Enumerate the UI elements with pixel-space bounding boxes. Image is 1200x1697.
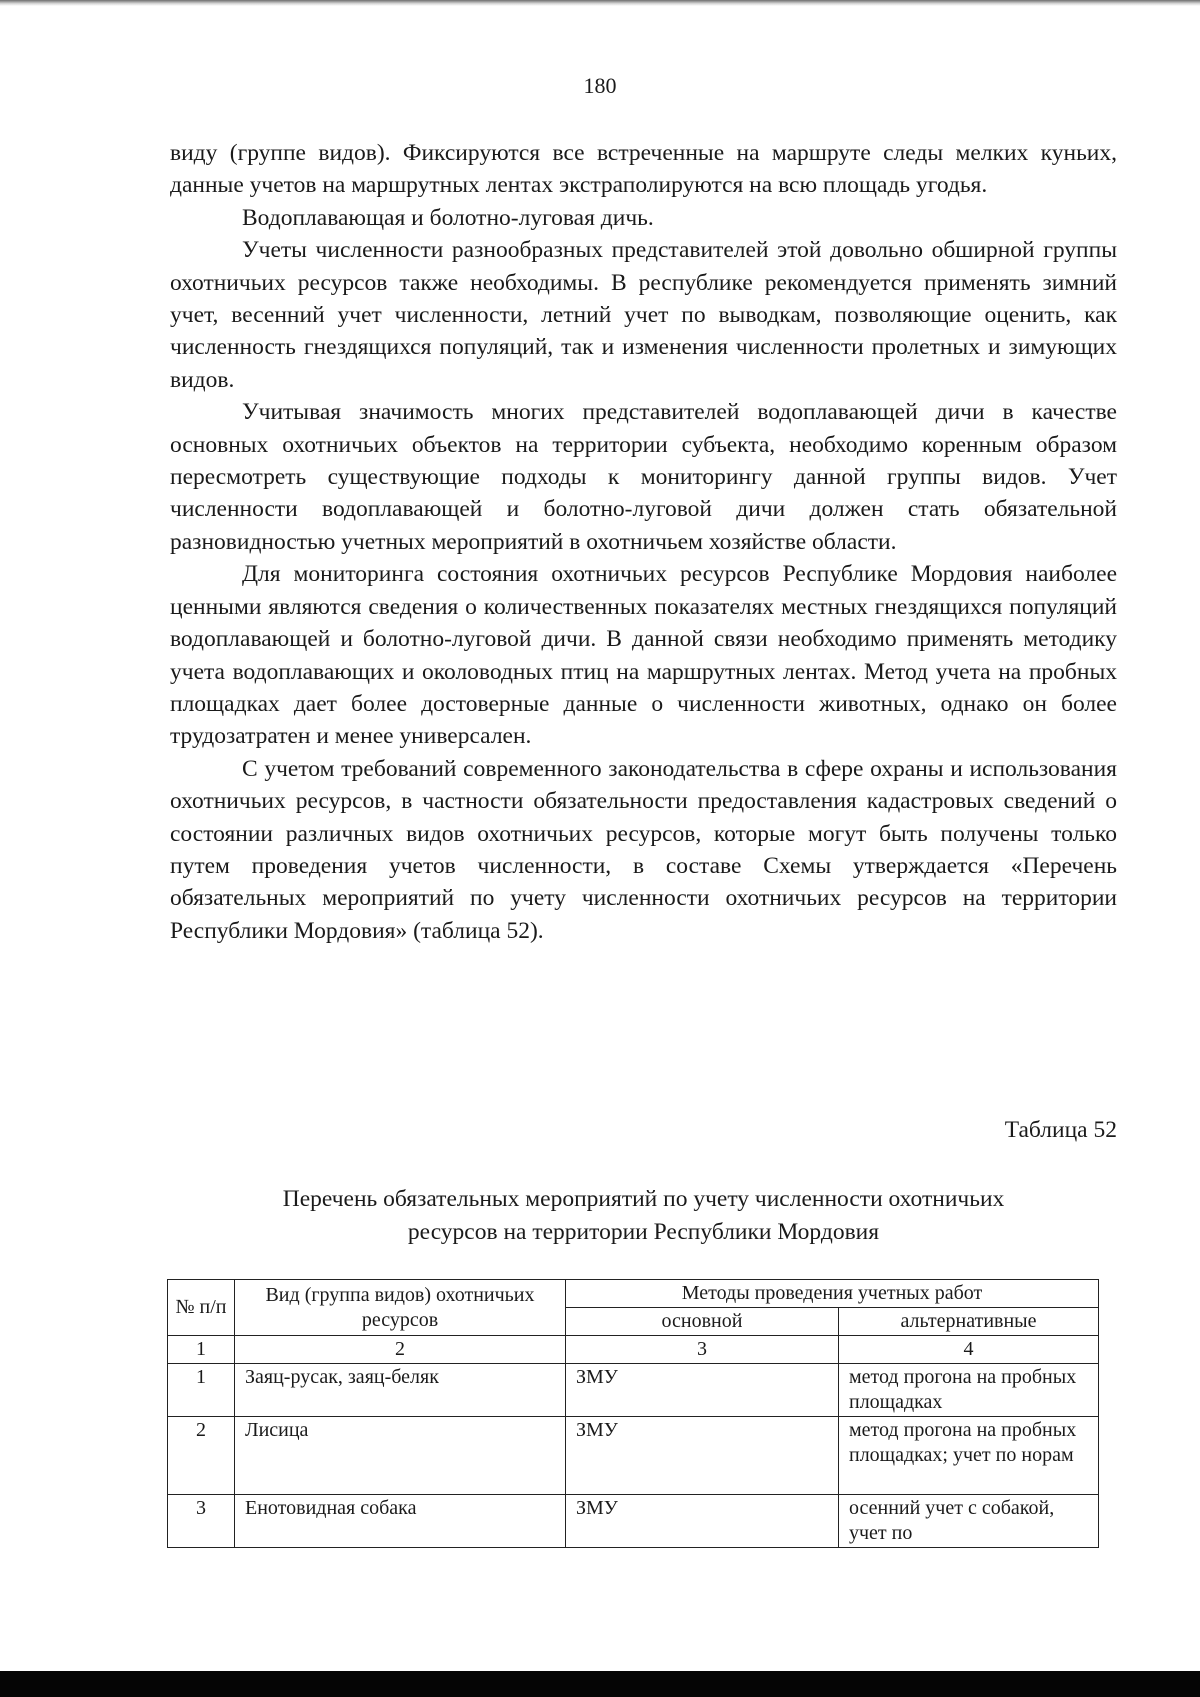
column-number: 2 [235,1336,566,1364]
body-text [170,137,1117,947]
row-species: Енотовидная собака [235,1495,566,1548]
row-main-method: ЗМУ [566,1495,839,1548]
header-species: Вид (группа видов) охотничьих ресурсов [235,1280,566,1336]
row-main-method: ЗМУ [566,1364,839,1417]
row-alt-methods: осенний учет с собакой, учет по [839,1495,1099,1548]
header-num: № п/п [168,1280,235,1336]
paragraph: Учитывая значимость многих представителей водоплавающей дичи в качестве основных охотничьих объектов на территории субъекта, необходимо коренным образом пересмотреть существующие подходы к мониторингу данной группы видов. Учет численности водоплавающей и болотно-луговой дичи должен стать обязательной разновидностью учетных мероприятий в охотничьем хозяйстве области. [170,399,1117,555]
page-number: 180 [583,73,617,98]
column-number: 4 [839,1336,1099,1364]
header-alt-methods: альтернативные [839,1308,1099,1336]
table-row [168,1495,1099,1548]
row-species: Лисица [235,1417,566,1495]
paragraph: Учеты численности разнообразных представителей этой довольно обширной группы охотничьих ресурсов также необходимы. В республике рекомендуется применять зимний учет, весенний учет численности, летний учет по выводкам, позволяющие оценить, как численность гнездящихся популяций, так и изменения численности пролетных и зимующих видов. [170,237,1117,393]
header-methods: Методы проведения учетных работ [566,1280,1099,1308]
column-number: 3 [566,1336,839,1364]
row-alt-methods: метод прогона на пробных площадках [839,1364,1099,1417]
table-title-line: ресурсов на территории Республики Мордовия [407,1219,880,1245]
row-num: 2 [168,1417,235,1495]
row-num: 1 [168,1364,235,1417]
paragraph: С учетом требований современного законодательства в сфере охраны и использования охотничьих ресурсов, в частности обязательности предоставления кадастровых сведений о состоянии различных видов охотничьих ресурсов, которые могут быть получены только путем проведения учетов численности, в составе Схемы утверждается «Перечень обязательных мероприятий по учету численности охотничьих ресурсов на территории Республики Мордовия» (таблица 52). [170,755,1117,944]
paragraph-heading: Водоплавающая и болотно-луговая дичь. [242,204,654,231]
header-main-method: основной [566,1308,839,1336]
table-title-line: Перечень обязательных мероприятий по учету численности охотничьих [282,1186,1005,1212]
column-number: 1 [168,1336,235,1364]
column-number-row [168,1336,1099,1364]
scan-bottom-edge [0,1671,1200,1697]
row-species: Заяц-русак, заяц-беляк [235,1364,566,1417]
methods-table [167,1279,1099,1548]
paragraph: Для мониторинга состояния охотничьих ресурсов Республике Мордовия наиболее ценными являются сведения о количественных показателях местных гнездящихся популяций водоплавающей и болотно-луговой дичи. В данной связи необходимо применять методику учета водоплавающих и околоводных птиц на маршрутных лентах. Метод учета на пробных площадках дает более достоверные данные о численности животных, однако он более трудозатратен и менее универсален. [170,561,1117,750]
scan-top-edge [0,0,1200,6]
row-main-method: ЗМУ [566,1417,839,1495]
paragraph: виду (группе видов). Фиксируются все встреченные на маршруте следы мелких куньих, данные учетов на маршрутных лентах экстраполируются на всю площадь угодья. [170,140,1117,199]
row-num: 3 [168,1495,235,1548]
table-row [168,1417,1099,1495]
table-caption: Таблица 52 [1004,1117,1117,1143]
table-row [168,1364,1099,1417]
row-alt-methods: метод прогона на пробных площадках; учет по норам [839,1417,1099,1495]
table-title [170,1183,1117,1249]
